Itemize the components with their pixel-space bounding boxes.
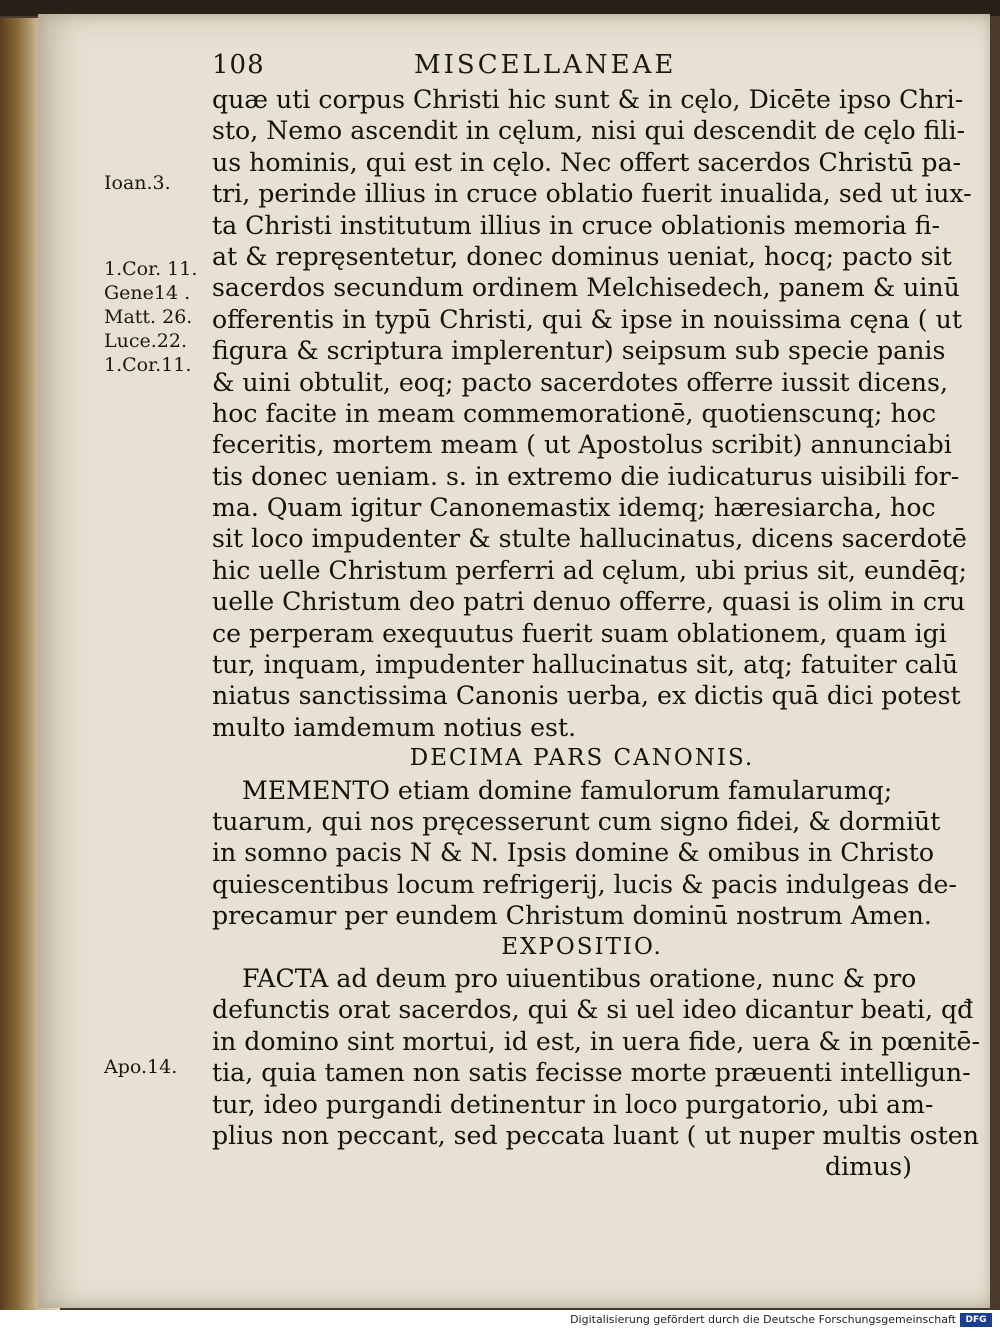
exposition-title: EXPOSITIO. (501, 933, 663, 960)
text-line: hoc facite in meam commemorationē, quotienscunq; hoc (212, 398, 936, 428)
text-line: ta Christi institutum illius in cruce oblationis memoria fi- (212, 210, 941, 240)
text-line: sto, Nemo ascendit in cęlum, nisi qui descendit de cęlo fili- (212, 116, 966, 146)
margin-note: Apo.14. (104, 1056, 178, 1078)
text-line: ma. Quam igitur Canonemastix idemq; hæresiarcha, hoc (212, 493, 936, 523)
text-line: niatus sanctissima Canonis uerba, ex dictis quā dici potest (212, 681, 961, 711)
page-number: 108 (212, 50, 265, 80)
margin-note: 1.Cor.11. (104, 354, 192, 376)
text-line: tur, ideo purgandi detinentur in loco purgatorio, ubi am- (212, 1089, 934, 1119)
text-line: uelle Christum deo patri denuo offerre, quasi is olim in cru (212, 587, 966, 617)
margin-note: Ioan.3. (104, 172, 171, 194)
text-line: sacerdos secundum ordinem Melchisedech, panem & uinū (212, 273, 960, 303)
text-line: tri, perinde illius in cruce oblatio fuerit inualida, sed ut iux- (212, 179, 972, 209)
text-line: in somno pacis N & N. Ipsis domine & omibus in Christo (212, 838, 935, 868)
page-header (212, 50, 942, 84)
margin-note: Gene14 . (104, 282, 191, 304)
text-line: tuarum, qui nos pręcesserunt cum signo fidei, & dormiūt (212, 806, 941, 836)
text-line: in domino sint mortui, id est, in uera fide, uera & in pœnitē- (212, 1026, 980, 1056)
text-line: MEMENTO etiam domine famulorum famularumq; (242, 775, 893, 805)
text-line: multo iamdemum notius est. (212, 712, 577, 742)
page-body-text (212, 84, 980, 1183)
margin-note: Matt. 26. (104, 306, 193, 328)
dfg-logo: DFG (960, 1313, 992, 1327)
text-line: & uini obtulit, eoq; pacto sacerdotes offerre iussit dicens, (212, 367, 948, 397)
text-line: sit loco impudenter & stulte hallucinatus, dicens sacerdotē (212, 524, 967, 554)
text-line: tia, quia tamen non satis fecisse morte præuenti intelligun- (212, 1058, 971, 1088)
digitization-footer (0, 1310, 1000, 1331)
running-title: MISCELLANEAE (414, 50, 677, 80)
catchword: dimus) (824, 1152, 912, 1182)
text-line: quiescentibus locum refrigerij, lucis & pacis indulgeas de- (212, 869, 957, 899)
text-line: ce perperam exequutus fuerit suam oblationem, quam igi (212, 618, 947, 648)
margin-note: 1.Cor. 11. (104, 258, 198, 280)
text-line: FACTA ad deum pro uiuentibus oratione, nunc & pro (242, 963, 917, 993)
text-line: figura & scriptura implerentur) seipsum sub specie panis (212, 336, 946, 366)
text-line: feceritis, mortem meam ( ut Apostolus scribit) annunciabi (212, 430, 952, 460)
margin-note: Luce.22. (104, 330, 187, 352)
funding-credit: Digitalisierung gefördert durch die Deutsche Forschungsgemeinschaft (570, 1313, 956, 1326)
text-line: at & repręsentetur, donec dominus ueniat, hocq; pacto sit (212, 241, 952, 271)
text-line: tis donec ueniam. s. in extremo die iudicaturus uisibili for- (212, 461, 960, 491)
text-line: quæ uti corpus Christi hic sunt & in cęlo, Dicēte ipso Chri- (212, 85, 964, 114)
text-line: precamur per eundem Christum dominū nostrum Amen. (212, 901, 932, 931)
text-line: offerentis in typū Christi, qui & ipse in nouissima cęna ( ut (212, 304, 962, 334)
text-line: tur, inquam, impudenter hallucinatus sit, atq; fatuiter calū (212, 650, 959, 680)
text-line: us hominis, qui est in cęlo. Nec offert sacerdos Christū pa- (212, 147, 962, 177)
text-line: defunctis orat sacerdos, qui & si uel ideo dicantur beati, qđ (212, 995, 974, 1025)
text-line: plius non peccant, sed peccata luant ( ut nuper multis osten (212, 1120, 979, 1150)
section-title: DECIMA PARS CANONIS. (409, 745, 755, 772)
text-line: hic uelle Christum perferri ad cęlum, ubi prius sit, eundēq; (212, 555, 967, 585)
